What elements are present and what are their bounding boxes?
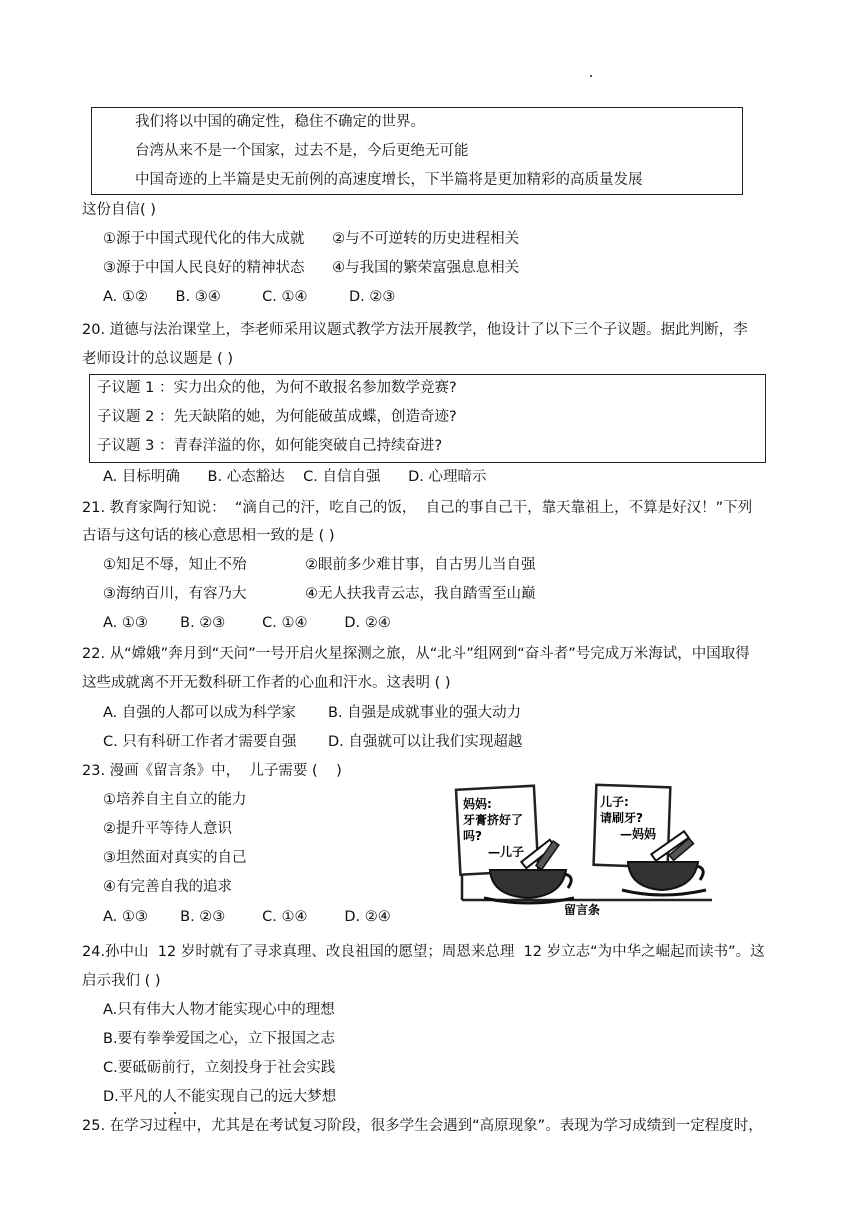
right-note-line-3: —妈妈 xyxy=(620,827,657,841)
q24-choice-b: B.要有拳拳爱国之心，立下报国之志 xyxy=(103,1031,336,1047)
q22-choice-b: B. 自强是成就事业的强大动力 xyxy=(328,705,522,721)
sub-topic-3: 子议题 3 ：青春洋溢的你，如何能突破自己持续奋进? xyxy=(97,438,443,454)
cartoon-caption: 留言条 xyxy=(564,903,601,915)
q24-choice-c: C.要砥砺前行，立刻投身于社会实践 xyxy=(103,1060,336,1076)
quote-line-3: 中国奇迹的上半篇是史无前例的高速度增长，下半篇将是更加精彩的高质量发展 xyxy=(135,172,643,188)
q19-stem: 这份自信( ) xyxy=(82,202,156,218)
q21-choices: A. ①③ B. ②③ C. ①④ D. ②④ xyxy=(103,615,391,631)
right-cup xyxy=(628,862,698,890)
sub-topic-1: 子议题 1 ：实力出众的他，为何不敢报名参加数学竞赛? xyxy=(97,380,457,396)
q21-option-4: ④无人扶我青云志，我自踏雪至山巅 xyxy=(305,586,536,602)
q24-choice-d: D.平凡的人不能实现自己的远大梦想 xyxy=(103,1089,337,1105)
left-note-line-1: 妈妈: xyxy=(463,797,492,811)
message-note-cartoon xyxy=(450,780,720,915)
left-cup xyxy=(490,870,566,898)
q25-stem-line-1: 25. 在学习过程中，尤其是在考试复习阶段，很多学生会遇到“高原现象”。表现为学习成绩到一定程度时， xyxy=(82,1118,763,1134)
q19-options-row-2: ③源于中国人民良好的精神状态 ④与我国的繁荣富强息息相关 xyxy=(103,260,520,276)
right-note-line-2: 请刷牙? xyxy=(600,811,643,825)
q22-choice-c: C. 只有科研工作者才需要自强 xyxy=(103,734,297,750)
q21-stem-line-2: 古语与这句话的核心意思相一致的是 ( ) xyxy=(82,528,335,544)
q23-choices: A. ①③ B. ②③ C. ①④ D. ②④ xyxy=(103,909,391,925)
right-note-line-1: 儿子: xyxy=(600,795,629,809)
q20-stem-line-1: 20. 道德与法治课堂上，李老师采用议题式教学方法开展教学，他设计了以下三个子议题。据此判断，李 xyxy=(82,322,748,338)
sub-topic-2: 子议题 2 ：先天缺陷的她，为何能破茧成蝶，创造奇迹? xyxy=(97,409,457,425)
q22-choice-a: A. 自强的人都可以成为科学家 xyxy=(103,705,296,721)
scan-speck xyxy=(174,1112,176,1114)
q23-stem: 23. 漫画《留言条》中， 儿子需要 ( ) xyxy=(82,763,342,779)
left-note-line-3: 吗? xyxy=(463,829,482,843)
left-note-line-2: 牙膏挤好了 xyxy=(463,813,524,827)
q23-option-3: ③坦然面对真实的自己 xyxy=(103,850,247,866)
left-note-line-4: —儿子 xyxy=(488,845,525,859)
q21-option-1: ①知足不辱，知止不殆 xyxy=(103,557,247,573)
q22-stem-line-2: 这些成就离不开无数科研工作者的心血和汗水。这表明 ( ) xyxy=(82,675,451,691)
q22-stem-line-1: 22. 从“嫦娥”奔月到“天问”一号开启火星探测之旅，从“北斗”组网到“奋斗者”号完成万米海试，中国取得 xyxy=(82,646,750,662)
q23-option-4: ④有完善自我的追求 xyxy=(103,879,232,895)
q24-choice-a: A.只有伟大人物才能实现心中的理想 xyxy=(103,1002,335,1018)
q20-stem-line-2: 老师设计的总议题是 ( ) xyxy=(82,351,234,367)
quote-line-2: 台湾从来不是一个国家，过去不是，今后更绝无可能 xyxy=(135,143,469,159)
scan-speck xyxy=(590,75,592,77)
quote-line-1: 我们将以中国的确定性，稳住不确定的世界。 xyxy=(135,114,425,130)
q23-option-1: ①培养自主自立的能力 xyxy=(103,792,247,808)
q24-stem-line-1: 24.孙中山 12 岁时就有了寻求真理、改良祖国的愿望；周恩来总理 12 岁立志“为中华之崛起而读书”。这 xyxy=(82,944,765,960)
q21-option-3: ③海纳百川，有容乃大 xyxy=(103,586,247,602)
q22-choice-d: D. 自强就可以让我们实现超越 xyxy=(328,734,523,750)
q21-stem-line-1: 21. 教育家陶行知说： “滴自己的汗，吃自己的饭， 自己的事自己干，靠天靠祖上，不算是好汉！”下列 xyxy=(82,500,753,516)
q24-stem-line-2: 启示我们 ( ) xyxy=(82,973,161,989)
q19-choices: A. ①② B. ③④ C. ①④ D. ②③ xyxy=(103,289,396,305)
q20-choices: A. 目标明确 B. 心态豁达 C. 自信自强 D. 心理暗示 xyxy=(103,469,487,485)
q19-options-row-1: ①源于中国式现代化的伟大成就 ②与不可逆转的历史进程相关 xyxy=(103,231,520,247)
q23-option-2: ②提升平等待人意识 xyxy=(103,821,232,837)
q21-option-2: ②眼前多少难甘事，自古男儿当自强 xyxy=(305,557,536,573)
